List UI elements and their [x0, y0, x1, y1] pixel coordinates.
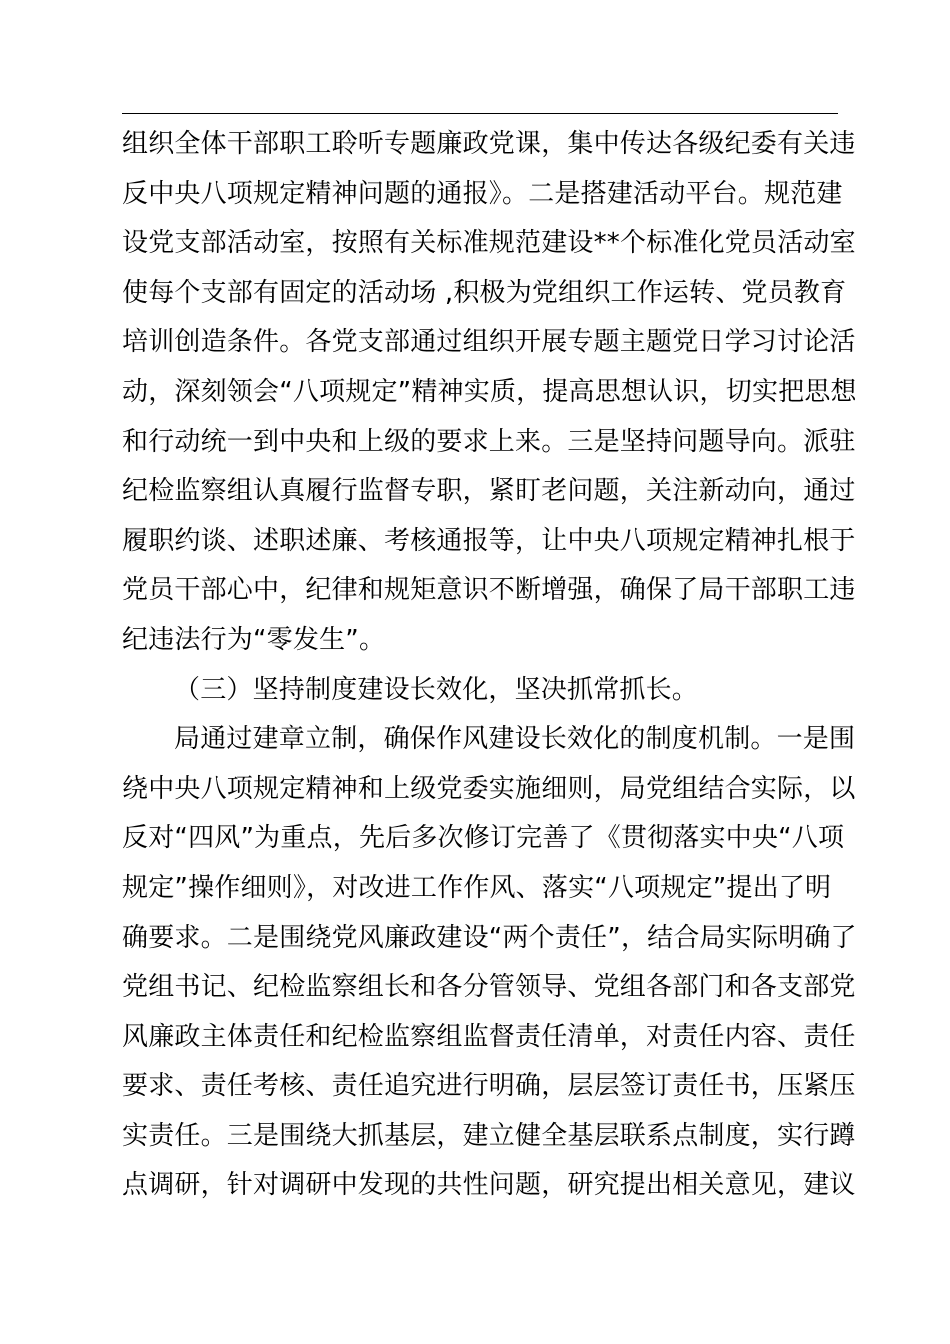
section-heading: （三）坚持制度建设长效化，坚决抓常抓长。	[174, 674, 699, 705]
text-line: 组织全体干部职工聆听专题廉政党课，集中传达各级纪委有关违	[122, 129, 856, 159]
text-line: 规定”操作细则》，对改进工作作风、落实“八项规定”提出了明	[122, 872, 832, 903]
text-line: 党员干部心中，纪律和规矩意识不断增强，确保了局干部职工违	[122, 575, 856, 606]
text-line: 履职约谈、述职述廉、考核通报等，让中央八项规定精神扎根于	[122, 525, 856, 556]
text-line: 培训创造条件。各党支部通过组织开展专题主题党日学习讨论活	[122, 327, 856, 358]
header-rule	[122, 113, 838, 114]
text-line: 点调研，针对调研中发现的共性问题，研究提出相关意见，建议	[122, 1170, 856, 1201]
text-line: 实责任。三是围绕大抓基层，建立健全基层联系点制度，实行蹲	[122, 1120, 856, 1151]
document-body	[122, 120, 857, 1211]
text-line: 和行动统一到中央和上级的要求上来。三是坚持问题导向。派驻	[122, 426, 856, 457]
text-line: 反对“四风”为重点，先后多次修订完善了《贯彻落实中央“八项	[122, 823, 845, 854]
text-line: 党组书记、纪检监察组长和各分管领导、党组各部门和各支部党	[122, 972, 856, 1003]
text-line: 纪检监察组认真履行监督专职，紧盯老问题，关注新动向，通过	[122, 476, 856, 507]
text-line: 绕中央八项规定精神和上级党委实施细则，局党组结合实际，以	[122, 773, 856, 804]
text-line: 动，深刻领会“八项规定”精神实质，提高思想认识，切实把思想	[122, 376, 857, 407]
text-line: 设党支部活动室，按照有关标准规范建设**个标准化党员活动室	[122, 228, 856, 259]
text-line: 反中央八项规定精神问题的通报》。二是搭建活动平台。规范建	[122, 178, 843, 209]
text-line: 纪违法行为“零发生”。	[122, 624, 386, 655]
text-line: 使每个支部有固定的活动场 ,积极为党组织工作运转、党员教育	[122, 277, 847, 308]
paragraph-first-line: 局通过建章立制，确保作风建设长效化的制度机制。一是围	[174, 724, 856, 755]
text-line: 风廉政主体责任和纪检监察组监督责任清单，对责任内容、责任	[122, 1021, 856, 1052]
text-line: 确要求。二是围绕党风廉政建设“两个责任”，结合局实际明确了	[122, 922, 857, 953]
text-line: 要求、责任考核、责任追究进行明确，层层签订责任书，压紧压	[122, 1071, 856, 1102]
